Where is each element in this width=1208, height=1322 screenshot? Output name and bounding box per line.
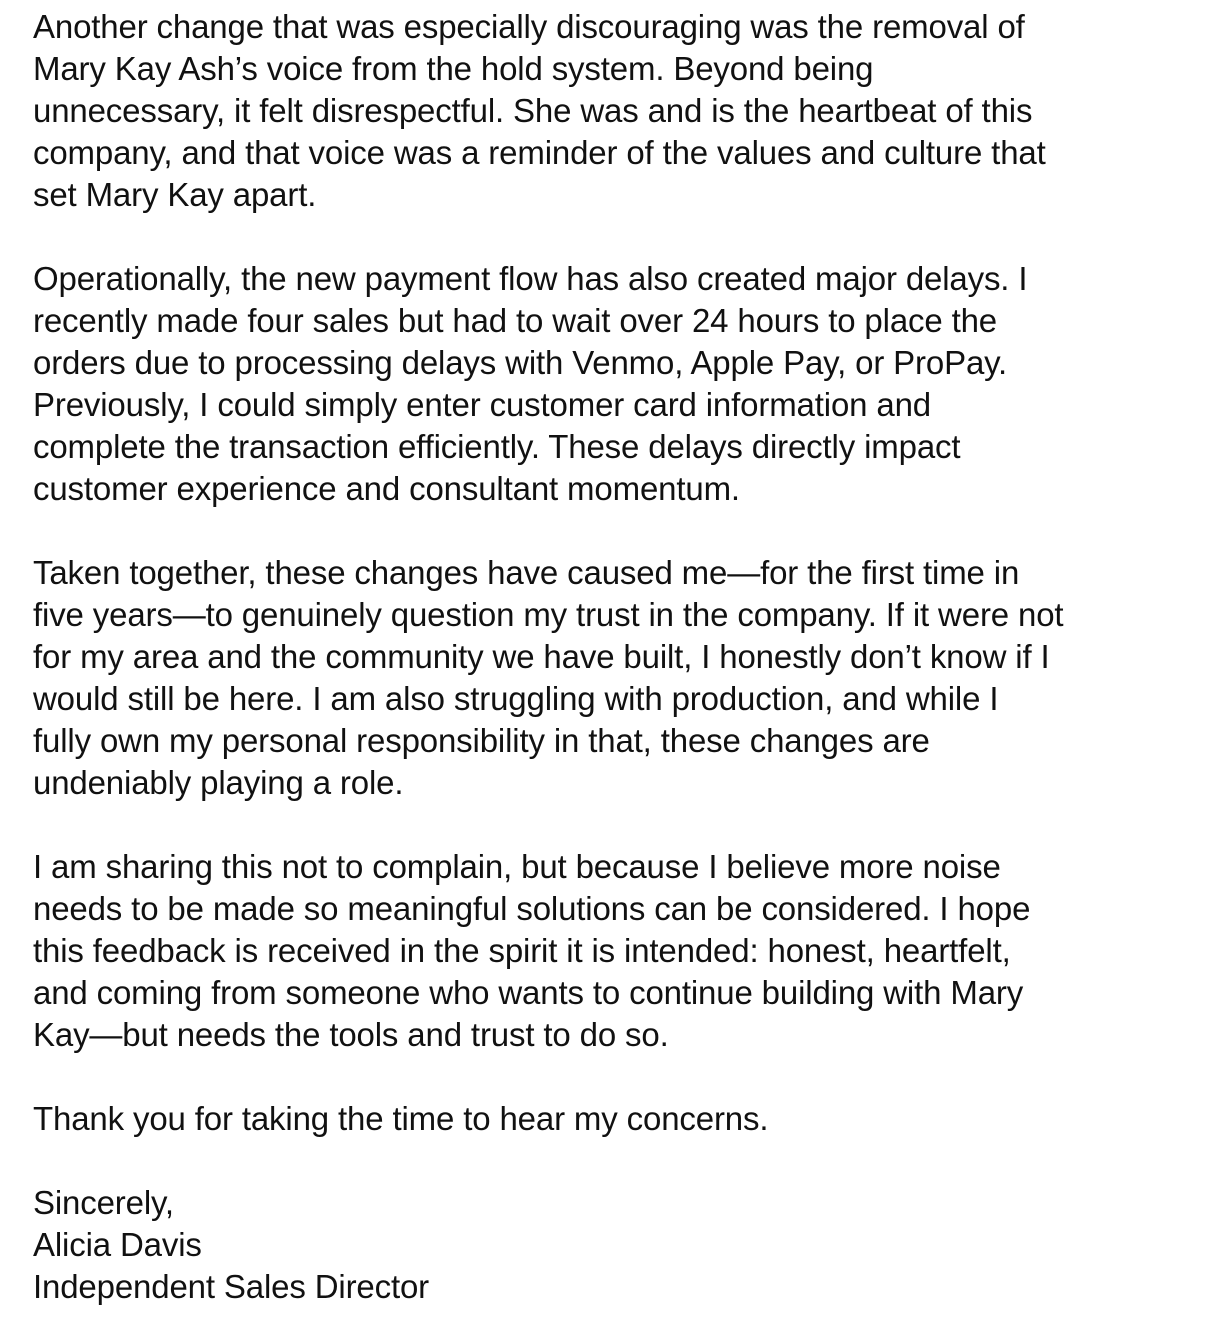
text-line: Taken together, these changes have caused me—for the first time in	[33, 554, 1020, 591]
text-line: Previously, I could simply enter customer card information and	[33, 386, 931, 423]
text-line: Operationally, the new payment flow has also created major delays. I	[33, 260, 1028, 297]
signature-name: Alicia Davis	[33, 1226, 202, 1263]
text-line: Another change that was especially discouraging was the removal of	[33, 8, 1025, 45]
text-line: undeniably playing a role.	[33, 764, 404, 801]
text-line: this feedback is received in the spirit it is intended: honest, heartfelt,	[33, 932, 1011, 969]
paragraph-thank-you	[33, 1098, 1183, 1140]
paragraph-payment-flow	[33, 258, 1183, 510]
text-line: would still be here. I am also struggling with production, and while I	[33, 680, 999, 717]
text-line: I am sharing this not to complain, but because I believe more noise	[33, 848, 1001, 885]
text-line: Thank you for taking the time to hear my concerns.	[33, 1100, 769, 1137]
text-line: and coming from someone who wants to continue building with Mary	[33, 974, 1024, 1011]
signature-closing: Sincerely,	[33, 1184, 174, 1221]
signature-block	[33, 1182, 1183, 1308]
paragraph-trust	[33, 552, 1183, 804]
text-line: customer experience and consultant momentum.	[33, 470, 740, 507]
text-line: for my area and the community we have built, I honestly don’t know if I	[33, 638, 1050, 675]
text-line: unnecessary, it felt disrespectful. She was and is the heartbeat of this	[33, 92, 1033, 129]
text-line: fully own my personal responsibility in that, these changes are	[33, 722, 930, 759]
letter-body	[33, 6, 1183, 1308]
paragraph-hold-system	[33, 6, 1183, 216]
text-line: recently made four sales but had to wait over 24 hours to place the	[33, 302, 998, 339]
text-line: Kay—but needs the tools and trust to do so.	[33, 1016, 669, 1053]
text-line: complete the transaction efficiently. These delays directly impact	[33, 428, 961, 465]
text-line: five years—to genuinely question my trust in the company. If it were not	[33, 596, 1064, 633]
signature-title: Independent Sales Director	[33, 1268, 430, 1305]
paragraph-sharing	[33, 846, 1183, 1056]
text-line: company, and that voice was a reminder of the values and culture that	[33, 134, 1046, 171]
text-line: needs to be made so meaningful solutions can be considered. I hope	[33, 890, 1031, 927]
text-line: Mary Kay Ash’s voice from the hold system. Beyond being	[33, 50, 874, 87]
text-line: set Mary Kay apart.	[33, 176, 317, 213]
text-line: orders due to processing delays with Venmo, Apple Pay, or ProPay.	[33, 344, 1008, 381]
